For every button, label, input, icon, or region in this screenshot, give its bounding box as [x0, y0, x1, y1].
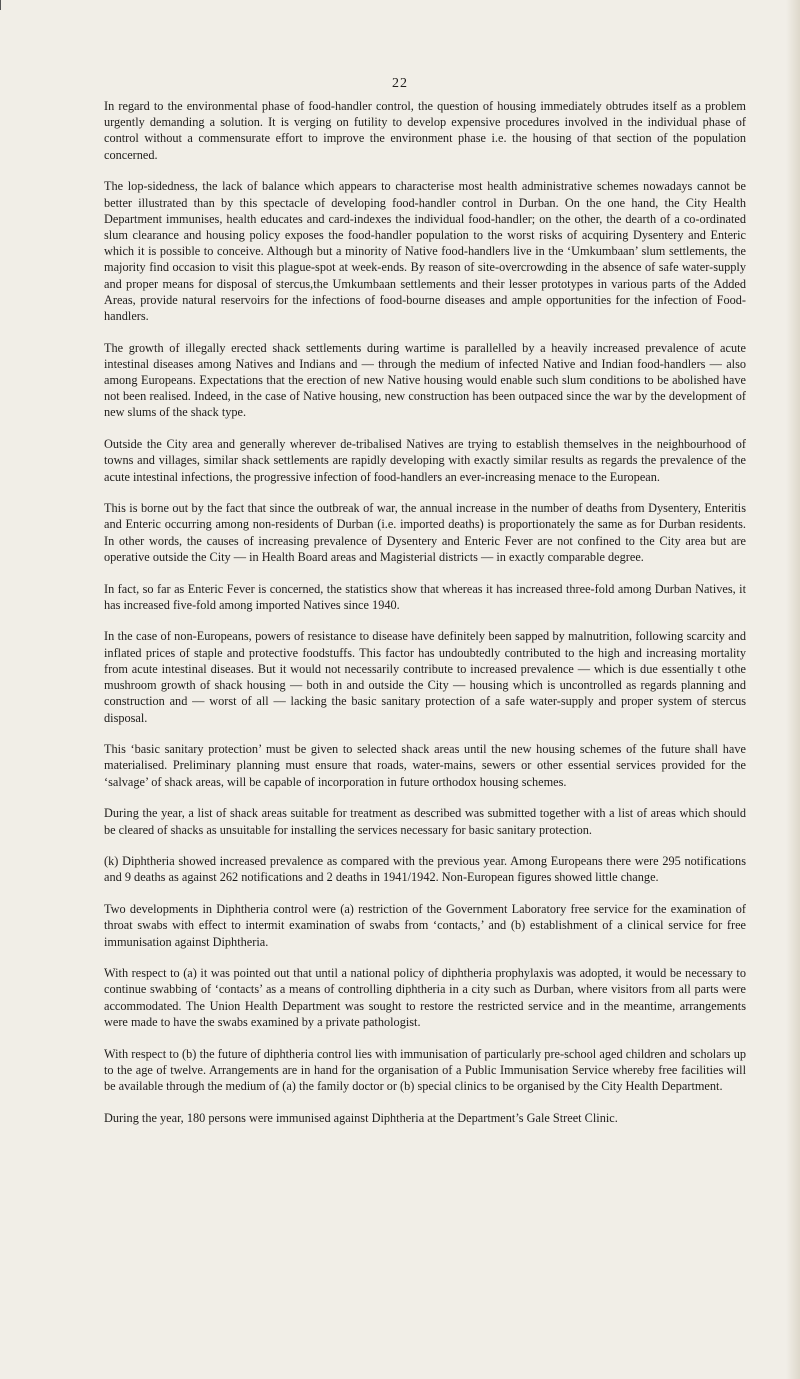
paragraph-swab-examination: With respect to (a) it was pointed out that until a national policy of diphtheria prophylaxis was adopted, it would be necessary to continue swabbing of ‘contacts’ as a means of controlling diphtheria in a city such as Durban, where visitors from all parts were accommodated. The Union Health Department was sought to restore the restricted service and in the meantime, arrangements were made to have the swabs examined by a private pathologist. — [104, 966, 746, 1029]
paragraph-basic-sanitary-protection: This ‘basic sanitary protection’ must be given to selected shack areas until the new housing schemes of the future shall have materialised. Preliminary planning must ensure that roads, water-mains, sewers or other essential services provided for the ‘salvage’ of shack areas, will be capable of incorporation in future orthodox housing schemes. — [104, 742, 746, 789]
page-number: 22 — [392, 76, 408, 91]
scan-corner-mark — [0, 0, 7, 10]
paragraph-diphtheria-prevalence: (k) Diphtheria showed increased prevalence as compared with the previous year. Among Europeans there were 295 notifications and 9 deaths as against 262 notifications and 2 deaths in 1941/1942. Non-European figures showed little change. — [104, 854, 746, 885]
paragraph-lop-sidedness: The lop-sidedness, the lack of balance which appears to characterise most health administrative schemes nowadays cannot be better illustrated than by this spectacle of developing food-handler control in Durban. On the one hand, the City Health Department immunises, health educates and card-indexes the individual food-handler; on the other, the dearth of a co-ordinated slum clearance and housing policy exposes the food-handler population to the worst risks of acquiring Dysentery and Enteric which it is possible to conceive. Although but a minority of Native food-handlers live in the ‘Umkumbaan’ slum settlements, the majority find occasion to visit this plague-spot at week-ends. By reason of site-overcrowding in the absence of safe water-supply and proper means for disposal of stercus,the Umkumbaan settlements and their lesser prototypes in various parts of the Added Areas, provide natural reservoirs for the infections of food-bourne diseases and ample opportunities for the infection of Food-handlers. — [104, 179, 746, 323]
paragraph-diphtheria-developments: Two developments in Diphtheria control were (a) restriction of the Government Laboratory free service for the examination of throat swabs with effect to intermit examination of swabs from ‘contacts,’ and (b) establishment of a clinical service for free immunisation against Diphtheria. — [104, 902, 746, 949]
paragraph-imported-deaths: This is borne out by the fact that since the outbreak of war, the annual increase in the number of deaths from Dysentery, Enteritis and Enteric occurring among non-residents of Durban (i.e. imported deaths) is proportionately the same as for Durban residents. In other words, the causes of increasing prevalence of Dysentery and Enteric Fever are not confined to the City area but are operative outside the City — in Health Board areas and Magisterial districts — in exactly comparable degree. — [104, 501, 746, 564]
paragraph-shack-settlements: The growth of illegally erected shack settlements during wartime is parallelled by a heavily increased prevalence of acute intestinal diseases among Natives and Indians and — through the medium of infected Native and Indian food-handlers — also among Europeans. Expectations that the erection of new Native housing would enable such slum conditions to be abolished have not been realised. Indeed, in the case of Native housing, new construction has been outpaced since the war by the development of new slums of the shack type. — [104, 340, 746, 420]
paragraph-outside-city: Outside the City area and generally wherever de-tribalised Natives are trying to establish themselves in the neighbourhood of towns and villages, similar shack settlements are rapidly developing with exactly similar results as regards the prevalence of the acute intestinal infections, the progressive infection of food-handlers an ever-increasing menace to the European. — [104, 437, 746, 484]
paragraph-immunisation-future: With respect to (b) the future of diphtheria control lies with immunisation of particularly pre-school aged children and scholars up to the age of twelve. Arrangements are in hand for the organisation of a Public Immunisation Service whereby free facilities will be available through the medium of (a) the family doctor or (b) special clinics to be organised by the City Health Department. — [104, 1046, 746, 1093]
scan-edge-shadow — [786, 0, 800, 1379]
paragraph-housing-problem: In regard to the environmental phase of food-handler control, the question of housing immediately obtrudes itself as a problem urgently demanding a solution. It is verging on futility to develop expensive procedures involved in the individual phase of control without a commensurate effort to improve the environment phase i.e. the housing of that section of the population concerned. — [104, 99, 746, 162]
paragraph-malnutrition: In the case of non-Europeans, powers of resistance to disease have definitely been sapped by malnutrition, following scarcity and inflated prices of staple and protective foodstuffs. This factor has undoubtedly contributed to the high and increasing mortality from acute intestinal diseases. But it would not necessarily contribute to increased prevalence — which is due essentially t othe mushroom growth of shack housing — both in and outside the City — housing which is uncontrolled as regards planning and construction and — worst of all — lacking the basic sanitary protection of a safe water-supply and proper system of stercus disposal. — [104, 629, 746, 725]
paragraph-gale-street-clinic: During the year, 180 persons were immunised against Diphtheria at the Department’s Gale Street Clinic. — [104, 1110, 618, 1125]
document-body — [104, 98, 746, 1141]
paragraph-enteric-statistics: In fact, so far as Enteric Fever is concerned, the statistics show that whereas it has increased three-fold among Durban Natives, it has increased five-fold among imported Natives since 1940. — [104, 581, 746, 612]
paragraph-shack-list: During the year, a list of shack areas suitable for treatment as described was submitted together with a list of areas which should be cleared of shacks as unsuitable for installing the services necessary for basic sanitary protection. — [104, 806, 746, 837]
